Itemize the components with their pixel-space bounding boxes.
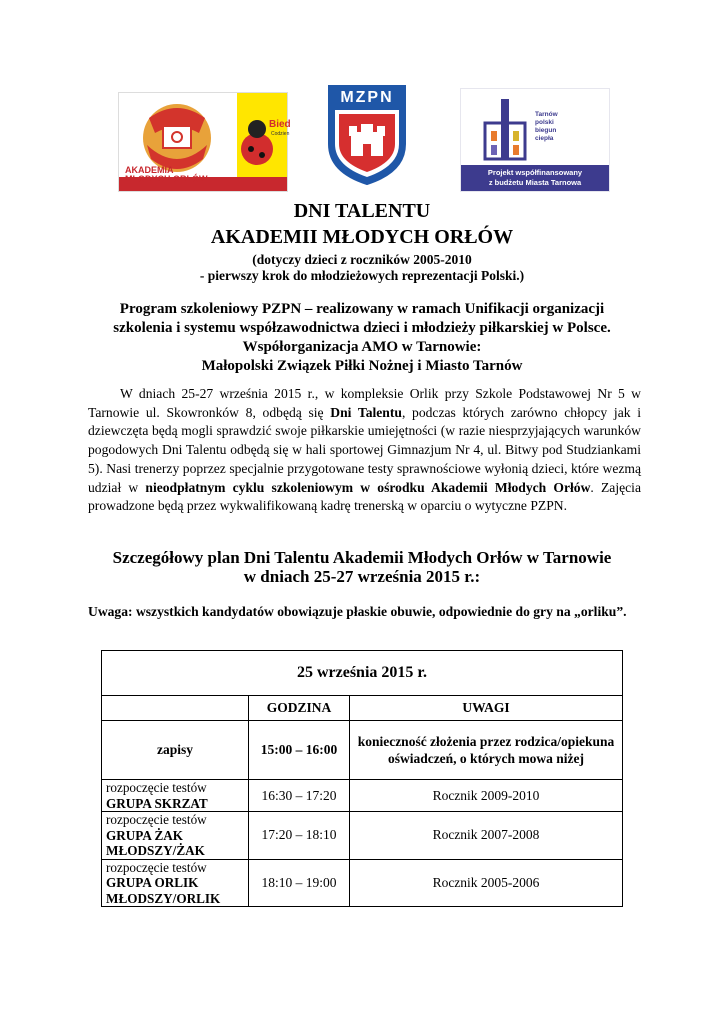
- group-time: 16:30 – 17:20: [249, 780, 350, 812]
- schedule-date: 25 września 2015 r.: [102, 651, 623, 696]
- tarnow-cofinanced-bar: [461, 165, 609, 191]
- tarnow-logo-text: biegun: [535, 127, 557, 134]
- paragraph-bold: nieodpłatnym cyklu szkoleniowym w ośrodku Akademii Młodych Orłów: [145, 479, 591, 495]
- table-row: [102, 780, 623, 812]
- tarnow-bar-line: Projekt współfinansowany: [487, 168, 583, 177]
- group-name: GRUPA ŻAK MŁODSZY/ŻAK: [106, 827, 205, 858]
- group-note: Rocznik 2007-2008: [350, 812, 623, 860]
- logo-strip: [0, 84, 724, 194]
- mzpn-logo: [327, 84, 407, 186]
- group-cell: [102, 780, 249, 812]
- tarnow-logo: [460, 88, 610, 192]
- table-row: [102, 721, 623, 780]
- tarnow-logo-text: ciepła: [535, 135, 554, 142]
- group-prefix: rozpoczęcie testów: [106, 859, 207, 875]
- age-range-note: (dotyczy dzieci z roczników 2005-2010: [252, 252, 472, 267]
- table-date-row: [102, 651, 623, 696]
- tarnow-bar-line: z budżetu Miasta Tarnowa: [488, 178, 582, 187]
- header-notes: UWAGI: [350, 696, 623, 721]
- registration-label: zapisy: [102, 721, 249, 780]
- mzpn-logo-text: MZPN: [340, 89, 394, 106]
- group-prefix: rozpoczęcie testów: [106, 780, 207, 795]
- program-line: Małopolski Związek Piłki Nożnej i Miasto Tarnów: [201, 358, 523, 374]
- program-line: Program szkoleniowy PZPN – realizowany w ramach Unifikacji organizacji: [119, 301, 605, 317]
- paragraph-text: W dniach 25-27 września 2015 r., w kompleksie Orlik przy Szkole Podstawowej Nr 5 w Tarnowie ul. Skowronków 8, odbędą się: [88, 386, 641, 420]
- first-step-note: - pierwszy krok do młodzieżowych reprezentacji Polski.): [199, 268, 525, 283]
- program-line: Współorganizacja AMO w Tarnowie:: [242, 339, 482, 355]
- amo-logo-text: MŁODYCH ORŁÓW: [125, 174, 208, 184]
- tarnow-logo-text: Tarnów: [535, 111, 558, 118]
- biedronka-subtext: Codzien: [271, 131, 290, 137]
- schedule-table: [101, 650, 623, 907]
- group-note: Rocznik 2005-2006: [350, 859, 623, 907]
- table-row: [102, 812, 623, 860]
- group-cell: [102, 812, 249, 860]
- plan-heading-line: Szczegółowy plan Dni Talentu Akademii Młodych Orłów w Tarnowie: [112, 548, 612, 567]
- registration-note: konieczność złożenia przez rodzica/opiekuna oświadczeń, o których mowa niżej: [350, 721, 623, 780]
- amo-logo: [118, 92, 291, 192]
- paragraph-text: , podczas których zarówno chłopcy jak i dziewczęta będą mogli sprawdzić swoje piłkarskie umiejętności (w razie niesprzyjających warunków pogodowych Dni Talentu odbędą się w hali sportowej Gimnazjum Nr 4, ul. Bitwy pod Studziankami 5). Nasi trenerzy poprzez specjalnie przygotowane testy sprawnościowe wyłonią dzieci, które wezmą udział w: [88, 404, 641, 495]
- plan-heading: [0, 548, 724, 586]
- paragraph-text: . Zajęcia prowadzone będą przez wykwalifikowaną kadrę trenerską w oparciu o wytyczne PZPN.: [88, 479, 641, 514]
- paragraph-bold: Dni Talentu: [330, 404, 402, 420]
- plan-heading-line: w dniach 25-27 września 2015 r.:: [243, 567, 481, 586]
- group-note: Rocznik 2009-2010: [350, 780, 623, 812]
- group-time: 18:10 – 19:00: [249, 859, 350, 907]
- group-time: 17:20 – 18:10: [249, 812, 350, 860]
- footwear-note: Uwaga: wszystkich kandydatów obowiązuje płaskie obuwie, odpowiednie do gry na „orliku”.: [88, 604, 627, 619]
- group-name: GRUPA SKRZAT: [106, 795, 208, 811]
- group-name: GRUPA ORLIK MŁODSZY/ORLIK: [106, 875, 221, 906]
- page-title: DNI TALENTU: [293, 200, 431, 222]
- registration-time: 15:00 – 16:00: [249, 721, 350, 780]
- tarnow-logo-text: polski: [535, 119, 554, 126]
- program-block: [60, 300, 664, 376]
- tarnow-townhall-icon: [475, 95, 535, 165]
- program-line: szkolenia i systemu współzawodnictwa dzieci i młodzieży piłkarskiej w Polsce.: [113, 320, 611, 336]
- biedronka-text: Bied: [269, 119, 291, 130]
- table-row: [102, 859, 623, 907]
- header-blank: [102, 696, 249, 721]
- amo-logo-text: AKADEMIA: [125, 165, 174, 175]
- page-subtitle: AKADEMII MŁODYCH ORŁÓW: [210, 226, 514, 248]
- header-time: GODZINA: [249, 696, 350, 721]
- group-prefix: rozpoczęcie testów: [106, 812, 207, 827]
- intro-paragraph: [88, 385, 641, 516]
- table-header-row: [102, 696, 623, 721]
- group-cell: [102, 859, 249, 907]
